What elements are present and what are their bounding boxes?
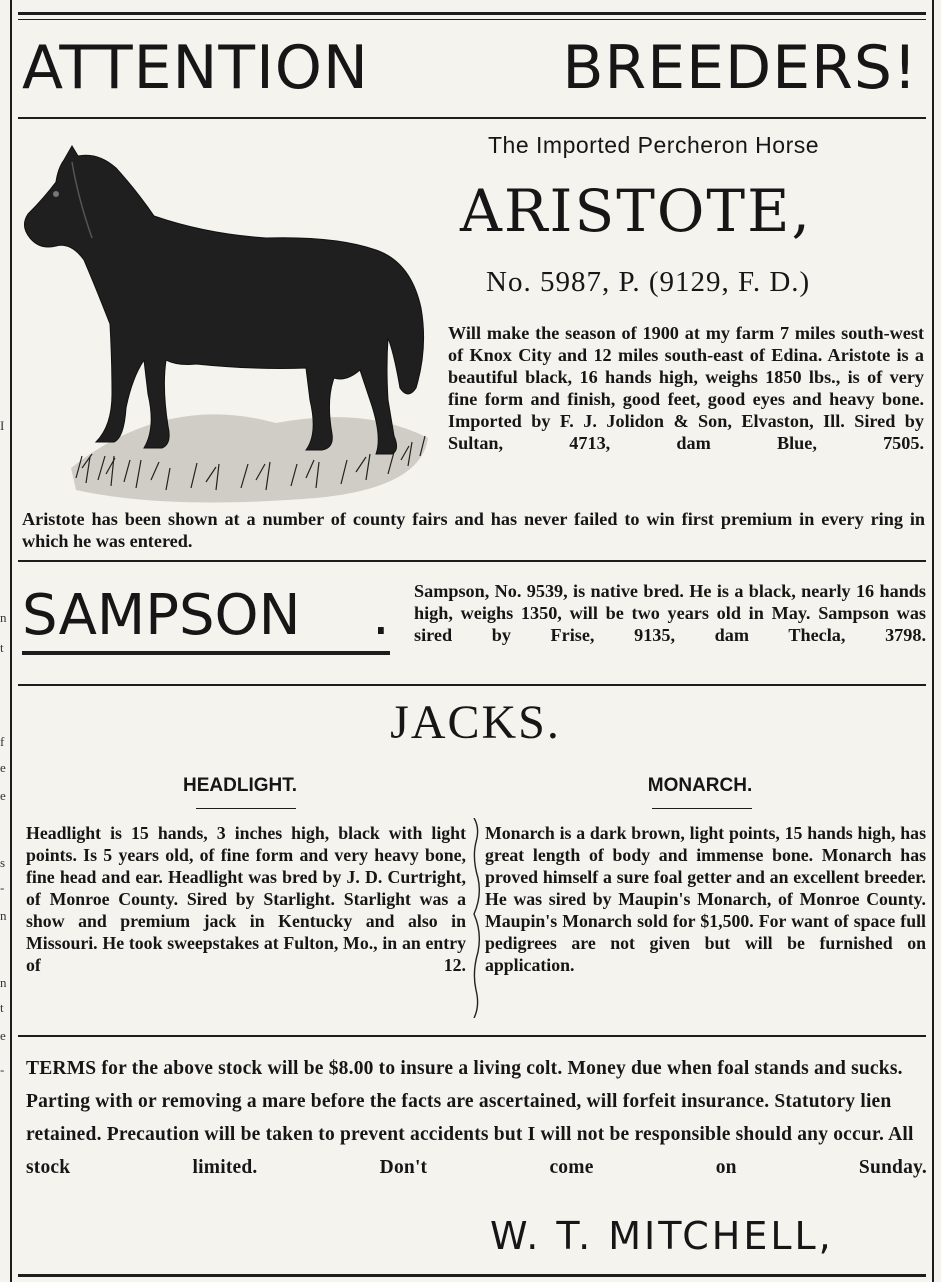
aristote-fairs: Aristote has been shown at a number of county fairs and has never failed to win first premium in every ring in which he was entered. xyxy=(22,509,925,551)
headlight-heading-rule xyxy=(196,808,296,809)
monarch-description: Monarch is a dark brown, light points, 15 hands high, has great length of body and immense bone. Monarch has proved himself a sure foal getter and an excellent breeder. He was sired by Maupin's Monarch, of Monroe County. Maupin's Monarch sold for $1,500. For want of space full pedigrees are not given but will be furnished on application. xyxy=(485,823,926,975)
section-rule xyxy=(18,1035,926,1037)
headlight-heading: HEADLIGHT. xyxy=(183,775,297,796)
section-rule xyxy=(18,684,926,686)
margin-letter: e xyxy=(0,760,6,775)
margin-letter: t xyxy=(0,640,4,655)
left-margin-fragments xyxy=(0,0,10,1282)
margin-letter: t xyxy=(0,1000,4,1015)
headlight-description: Headlight is 15 hands, 3 inches high, black with light points. Is 5 years old, of fine form and very heavy bone, fine head and ear. Headlight was bred by J. D. Curtright, of Monroe County. Sired by Starlight. Starlight was a show and premium jack in Kentucky and also in Missouri. He took sweepstakes at Fulton, Mo., in an entry of 12. xyxy=(26,823,466,975)
aristote-registration: No. 5987, P. (9129, F. D.) xyxy=(486,266,811,298)
headline-left: ATTENTION xyxy=(22,33,369,103)
horse-silhouette xyxy=(24,146,423,454)
column-brace xyxy=(470,818,484,1018)
monarch-heading: MONARCH. xyxy=(647,775,753,796)
sampson-dot: . xyxy=(372,583,390,648)
top-rule xyxy=(18,12,926,15)
aristote-name: ARISTOTE, xyxy=(460,177,812,245)
margin-letter: n xyxy=(0,610,7,625)
margin-letter: n xyxy=(0,908,7,923)
margin-letter: - xyxy=(0,1062,5,1077)
sampson-description: Sampson, No. 9539, is native bred. He is a black, nearly 16 hands high, weighs 1350, will be two years old in May. Sampson was sired by Frise, 9135, dam Thecla, 3798. xyxy=(414,581,926,645)
grass-ground xyxy=(71,414,428,502)
margin-letter: - xyxy=(0,880,5,895)
bottom-rule xyxy=(18,1274,926,1277)
signature: W. T. MITCHELL, xyxy=(490,1214,834,1258)
margin-letter: e xyxy=(0,788,6,803)
monarch-heading-rule xyxy=(652,808,752,809)
headline-rule xyxy=(18,117,926,119)
margin-letter: f xyxy=(0,734,5,749)
right-border-rule xyxy=(932,0,934,1282)
left-border-rule xyxy=(10,0,12,1282)
horse-illustration xyxy=(16,138,436,508)
headline xyxy=(22,28,922,108)
jacks-title: JACKS. xyxy=(390,696,561,749)
sampson-name: SAMPSON xyxy=(22,583,301,648)
margin-letter: n xyxy=(0,975,7,990)
margin-letter: e xyxy=(0,1028,6,1043)
top-rule-thin xyxy=(18,19,926,20)
section-rule xyxy=(18,560,926,562)
margin-letter: I xyxy=(0,418,5,433)
margin-letter: s xyxy=(0,855,6,870)
headline-right: BREEDERS! xyxy=(562,33,918,103)
horse-eye xyxy=(53,191,59,197)
sampson-underline xyxy=(22,651,390,655)
aristote-subtitle: The Imported Percheron Horse xyxy=(488,132,820,158)
terms-text: TERMS for the above stock will be $8.00 to insure a living colt. Money due when foal stands and sucks. Parting with or removing a mare before the facts are ascertained, will forfeit insurance. Statutory lien retained. Precaution will be taken to prevent accidents but I will not be responsible should any occur. All stock limited. Don't come on Sunday. xyxy=(26,1058,927,1178)
aristote-description: Will make the season of 1900 at my farm 7 miles south-west of Knox City and 12 miles south-east of Edina. Aristote is a beautiful black, 16 hands high, weighs 1850 lbs., is of very fine form and finish, good feet, good eyes and heavy bone. Imported by F. J. Jolidon & Son, Elvaston, Ill. Sired by Sultan, 4713, dam Blue, 7505. xyxy=(448,323,924,453)
